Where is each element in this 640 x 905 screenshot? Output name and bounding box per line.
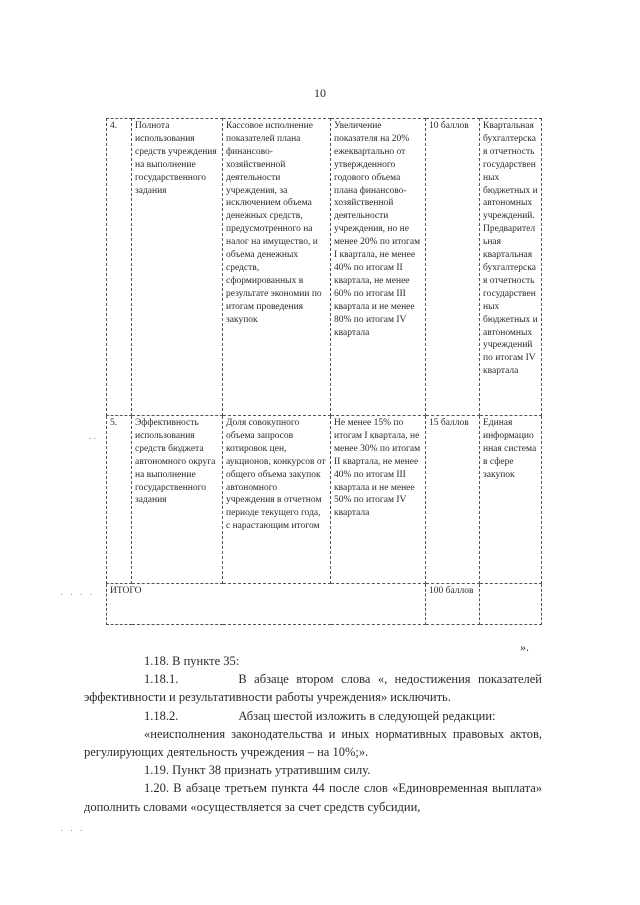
row-number: 4.: [107, 119, 132, 416]
paragraph-number: 1.18.1.: [144, 672, 179, 687]
total-points: 100 баллов: [426, 584, 480, 625]
page-number: 10: [314, 86, 326, 100]
paragraph-body: Абзац шестой изложить в следующей редакции:: [238, 708, 496, 723]
scan-artifact: ··: [88, 434, 99, 445]
target-value: Увеличение показателя на 20% ежеквартально от утвержденного годового объема плана финансово-хозяйственной деятельности учреждения, но не менее 20% по итогам I квартала, не менее 40% по итогам II квартала, не менее 60% по итогам III квартала и не менее 80% по итогам IV квартала: [331, 119, 426, 416]
table-row: [107, 416, 542, 584]
paragraph-quote: «неисполнения законодательства и иных нормативных правовых актов, регулирующих деятельность учреждения – на 10%;».: [84, 726, 542, 760]
row-number: 5.: [107, 416, 132, 584]
paragraph-number: 1.18.2.: [144, 708, 179, 723]
table-row: [107, 119, 542, 416]
data-source: Единая информационная система в сфере закупок: [480, 416, 542, 584]
closing-quote: ».: [520, 640, 529, 654]
amendment-text: [84, 652, 542, 816]
points: 15 баллов: [426, 416, 480, 584]
paragraph-1-18-2: [84, 707, 542, 725]
total-label: ИТОГО: [107, 584, 426, 625]
paragraph-1-20: 1.20. В абзаце третьем пункта 44 после слов «Единовременная выплата» дополнить словами «осуществляется за счет средств субсидии,: [84, 781, 542, 814]
criterion-name: Полнота использования средств учреждения на выполнение государственного задания: [132, 119, 223, 416]
total-empty-cell: [480, 584, 542, 625]
table-total-row: [107, 584, 542, 625]
criterion-name: Эффективность использования средств бюджета автономного округа на выполнение государственного задания: [132, 416, 223, 584]
points: 10 баллов: [426, 119, 480, 416]
data-source: Квартальная бухгалтерская отчетность государственных бюджетных и автономных учреждений. Предварительная квартальная бухгалтерская отчетность государственных бюджетных и автономных учреждений по итогам IV квартала: [480, 119, 542, 416]
paragraph-body: В абзаце втором слова «, недостижения показателей эффективности и результативности работы учреждения» исключить.: [84, 672, 542, 705]
scan-artifact: · · ·: [60, 826, 85, 837]
calculation-method: Доля совокупного объема запросов котировок цен, аукционов, конкурсов от общего объема закупок автономного учреждения в отчетном периоде текущего года, с нарастающим итогом: [223, 416, 331, 584]
paragraph-1-18: 1.18. В пункте 35:: [144, 654, 240, 668]
target-value: Не менее 15% по итогам I квартала, не менее 30% по итогам II квартала, не менее 40% по итогам III квартала и не менее 50% по итогам IV квартала: [331, 416, 426, 584]
criteria-table: [106, 118, 542, 625]
paragraph-1-19: 1.19. Пункт 38 признать утратившим силу.: [144, 763, 371, 778]
scan-artifact: · · · ·: [60, 590, 95, 601]
calculation-method: Кассовое исполнение показателей плана финансово-хозяйственной деятельности учреждения, за исключением объема денежных средств, предусмотренного на налог на имущество, и объема денежных средств, сформированных в результате экономии по итогам проведения закупок: [223, 119, 331, 416]
paragraph-1-18-1: [84, 670, 542, 706]
